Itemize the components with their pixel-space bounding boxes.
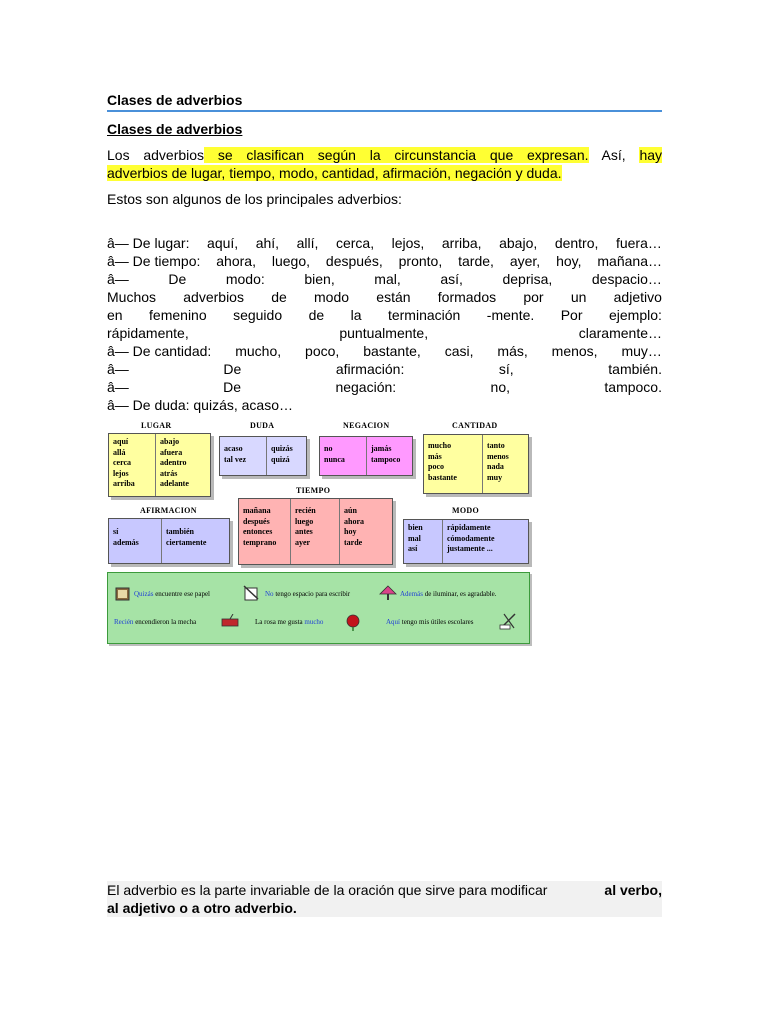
list-word: De [223, 361, 242, 377]
list-word: â— De tiempo: [107, 253, 201, 269]
list-word: después, [325, 253, 383, 269]
list-word: despacio… [591, 271, 662, 287]
adverb-word: bastante [428, 472, 457, 482]
tiempo-box [238, 498, 393, 565]
modo-box [403, 519, 529, 564]
example-5 [255, 618, 323, 626]
title-divider [107, 110, 662, 112]
list-word: de [308, 307, 325, 323]
intro-highlight-2b: adverbios de lugar, tiempo, modo, cantidad, afirmación, negación y duda. [107, 165, 562, 181]
intro-paragraph-line2 [107, 164, 662, 182]
estos-paragraph: Estos son algunos de los principales adverbios: [107, 191, 402, 207]
modo-title: MODO [452, 506, 479, 515]
firecracker-icon [220, 614, 240, 628]
example-4-text: encendieron la mecha [133, 618, 197, 626]
afirmacion-col-2 [161, 519, 210, 563]
list-word: abajo, [499, 235, 538, 251]
list-word: â— De lugar: [107, 235, 190, 251]
example-3-adverb: Además [400, 590, 423, 598]
adverb-word: nunca [324, 454, 345, 464]
example-4 [114, 618, 196, 626]
adverb-word: mal [408, 533, 421, 543]
negacion-col-2 [366, 437, 404, 475]
list-word: deprisa, [502, 271, 553, 287]
list-line-modo [107, 270, 662, 288]
list-word: seguido [233, 307, 283, 323]
adverb-word: muy [487, 472, 503, 482]
pencil-paper-icon [242, 584, 262, 602]
final-paragraph [107, 881, 662, 917]
list-word: â— [107, 361, 129, 377]
list-word: muy… [621, 343, 662, 359]
list-word: â— [107, 379, 129, 395]
list-word: fuera… [615, 235, 662, 251]
list-word: adverbios [183, 289, 244, 305]
list-word: luego, [271, 253, 311, 269]
adverb-word: recién [295, 506, 316, 515]
adverb-word: lejos [113, 468, 129, 478]
list-word: terminación [387, 307, 461, 323]
adverb-word: luego [295, 516, 314, 526]
example-1-text: encuentre ese papel [153, 590, 211, 598]
adverb-word: mañana [243, 506, 271, 515]
lugar-title: LUGAR [141, 421, 172, 430]
list-word: ahora, [216, 253, 256, 269]
document-title: Clases de adverbios [107, 92, 243, 108]
adverb-list [107, 234, 662, 414]
final-line-2 [107, 899, 662, 917]
list-word: un [570, 289, 587, 305]
adverb-word: quizá [271, 454, 290, 464]
final-line-1 [107, 881, 662, 899]
list-word: menos, [551, 343, 598, 359]
afirmacion-col-1 [109, 519, 161, 563]
adverb-word: tampoco [371, 454, 401, 464]
cantidad-box [423, 434, 529, 494]
adverb-word: acaso [224, 444, 243, 453]
list-word: Muchos [107, 289, 157, 305]
intro-paragraph [107, 146, 662, 164]
list-line-modo-note-2 [107, 306, 662, 324]
adverb-word: arriba [113, 479, 135, 488]
list-line-modo-note-1 [107, 288, 662, 306]
tiempo-col-1 [239, 499, 290, 564]
example-5-adverb: mucho [304, 618, 324, 626]
list-word: arriba, [441, 235, 482, 251]
example-4-adverb: Recién [114, 618, 134, 626]
example-2 [265, 590, 350, 598]
list-line-cantidad [107, 342, 662, 360]
adverb-word: allá [113, 447, 126, 457]
modo-col-1 [404, 520, 442, 563]
list-word: mucho, [235, 343, 282, 359]
tiempo-col-3 [339, 499, 368, 564]
example-3 [400, 590, 497, 598]
list-word: de [271, 289, 287, 305]
list-word: De [168, 271, 187, 287]
negacion-box [319, 436, 413, 476]
rose-icon [344, 613, 362, 631]
list-word: en [107, 307, 123, 323]
list-word: modo [314, 289, 350, 305]
adverb-word: no [324, 444, 333, 453]
adverb-word: atrás [160, 468, 178, 478]
list-word: ayer, [509, 253, 541, 269]
school-supplies-icon [498, 611, 518, 631]
adverb-word: temprano [243, 537, 277, 547]
section-heading: Clases de adverbios [107, 121, 243, 137]
duda-title: DUDA [250, 421, 275, 430]
adverb-word: también [166, 527, 194, 536]
example-3-text: de iluminar, es agradable. [422, 590, 497, 598]
list-word: pronto, [398, 253, 443, 269]
list-word: tarde, [458, 253, 494, 269]
adverb-word: ahora [344, 516, 364, 526]
adverb-word: justamente ... [447, 544, 493, 553]
adverb-word: antes [295, 527, 313, 536]
list-word: mal, [374, 271, 401, 287]
adverb-word: afuera [160, 447, 183, 457]
adverb-word: tanto [487, 441, 505, 450]
list-word: claramente… [578, 325, 662, 341]
final-bold-2: al adjetivo o a otro adverbio. [107, 900, 297, 916]
adverb-word: menos [487, 451, 509, 461]
list-word: Por [560, 307, 583, 323]
adverb-word: así [408, 544, 418, 553]
list-word: formados [437, 289, 497, 305]
adverb-word: mucho [428, 441, 452, 450]
final-text: El adverbio es la parte invariable de la oración que sirve para modificar [107, 882, 548, 898]
adverb-word: ayer [295, 537, 311, 547]
list-word: mañana… [597, 253, 662, 269]
adverb-word: ciertamente [166, 537, 207, 547]
adverb-word: poco [428, 462, 444, 471]
adverb-word: hoy [344, 527, 357, 536]
duda-col-1 [220, 437, 266, 475]
negacion-title: NEGACION [343, 421, 390, 430]
list-word: modo: [225, 271, 265, 287]
adverb-word: adelante [160, 479, 189, 488]
list-word: más, [497, 343, 528, 359]
example-1 [134, 590, 210, 598]
example-5-text: La rosa me gusta [255, 618, 305, 626]
list-word: casi, [444, 343, 474, 359]
list-word: puntualmente, [339, 325, 429, 341]
adverb-classification-figure [107, 418, 530, 644]
list-word: allí, [296, 235, 319, 251]
cantidad-title: CANTIDAD [452, 421, 498, 430]
tiempo-title: TIEMPO [296, 486, 331, 495]
adverb-word: abajo [160, 437, 180, 446]
adverb-word: después [243, 516, 270, 526]
book-icon [114, 585, 132, 603]
list-word: bastante, [363, 343, 421, 359]
list-line-negacion [107, 378, 662, 396]
example-6-adverb: Aquí [386, 618, 400, 626]
list-word: aquí, [207, 235, 239, 251]
adverb-word: cerca [113, 458, 132, 467]
example-2-adverb: No [265, 590, 274, 598]
example-2-text: tengo espacio para escribir [273, 590, 351, 598]
duda-box [219, 436, 307, 476]
intro-highlight-1: se clasifican según la circunstancia que expresan. [204, 147, 589, 163]
intro-text-2: Así, [588, 147, 626, 163]
duda-col-2 [266, 437, 297, 475]
adverb-word: bien [408, 523, 423, 532]
afirmacion-box [108, 518, 230, 564]
lamp-icon [378, 584, 398, 602]
list-word: sí, [498, 361, 514, 377]
adverb-word: aquí [113, 437, 129, 446]
adverb-word: jamás [371, 444, 392, 453]
adverb-word: además [113, 537, 139, 547]
modo-col-2 [442, 520, 499, 563]
adverb-word: nada [487, 462, 504, 471]
adverb-word: aún [344, 506, 357, 515]
list-word: â— [107, 271, 129, 287]
adverb-word: cómodamente [447, 533, 495, 543]
lugar-col-1 [109, 434, 155, 496]
list-word: rápidamente, [107, 325, 189, 341]
adverb-word: tarde [344, 537, 363, 547]
list-word: lejos, [391, 235, 425, 251]
list-word: femenino [149, 307, 207, 323]
list-word: adjetivo [613, 289, 662, 305]
adverb-word: tal vez [224, 454, 246, 464]
list-word: hoy, [556, 253, 582, 269]
adverb-word: adentro [160, 458, 187, 467]
list-word: la [350, 307, 362, 323]
list-word: ejemplo: [608, 307, 662, 323]
list-word: cerca, [335, 235, 375, 251]
list-word: ahí, [255, 235, 280, 251]
adverb-word: rápidamente [447, 523, 491, 532]
cantidad-col-2 [482, 435, 513, 493]
list-word: bien, [304, 271, 335, 287]
cantidad-col-1 [424, 435, 482, 493]
list-line-duda: â— De duda: quizás, acaso… [107, 397, 293, 413]
list-word: afirmación: [335, 361, 405, 377]
list-line-lugar [107, 234, 662, 252]
lugar-col-2 [155, 434, 193, 496]
list-word: dentro, [554, 235, 599, 251]
list-word: negación: [335, 379, 397, 395]
example-6 [386, 618, 473, 626]
negacion-col-1 [320, 437, 366, 475]
list-word: â— De cantidad: [107, 343, 212, 359]
list-line-afirmacion [107, 360, 662, 378]
list-word: De [223, 379, 242, 395]
example-6-text: tengo mis útiles escolares [400, 618, 474, 626]
list-word: tampoco. [604, 379, 662, 395]
lugar-box [108, 433, 211, 497]
examples-panel [107, 572, 530, 644]
list-word: poco, [305, 343, 340, 359]
intro-highlight-2a: hay [639, 147, 663, 163]
list-word: -mente. [486, 307, 535, 323]
list-line-tiempo [107, 252, 662, 270]
adverb-word: sí [113, 527, 119, 536]
adverb-word: quizás [271, 444, 293, 453]
example-1-adverb: Quizás [134, 590, 154, 598]
final-bold-1: al verbo, [604, 882, 662, 898]
list-line-modo-examples [107, 324, 662, 342]
list-word: están [376, 289, 411, 305]
adverb-word: más [428, 451, 442, 461]
adverb-word: entonces [243, 527, 273, 536]
list-word: así, [440, 271, 463, 287]
list-word: también. [608, 361, 662, 377]
list-word: no, [490, 379, 511, 395]
afirmacion-title: AFIRMACION [140, 506, 197, 515]
tiempo-col-2 [290, 499, 339, 564]
intro-text-1: Los adverbios [107, 147, 205, 163]
list-word: por [523, 289, 544, 305]
